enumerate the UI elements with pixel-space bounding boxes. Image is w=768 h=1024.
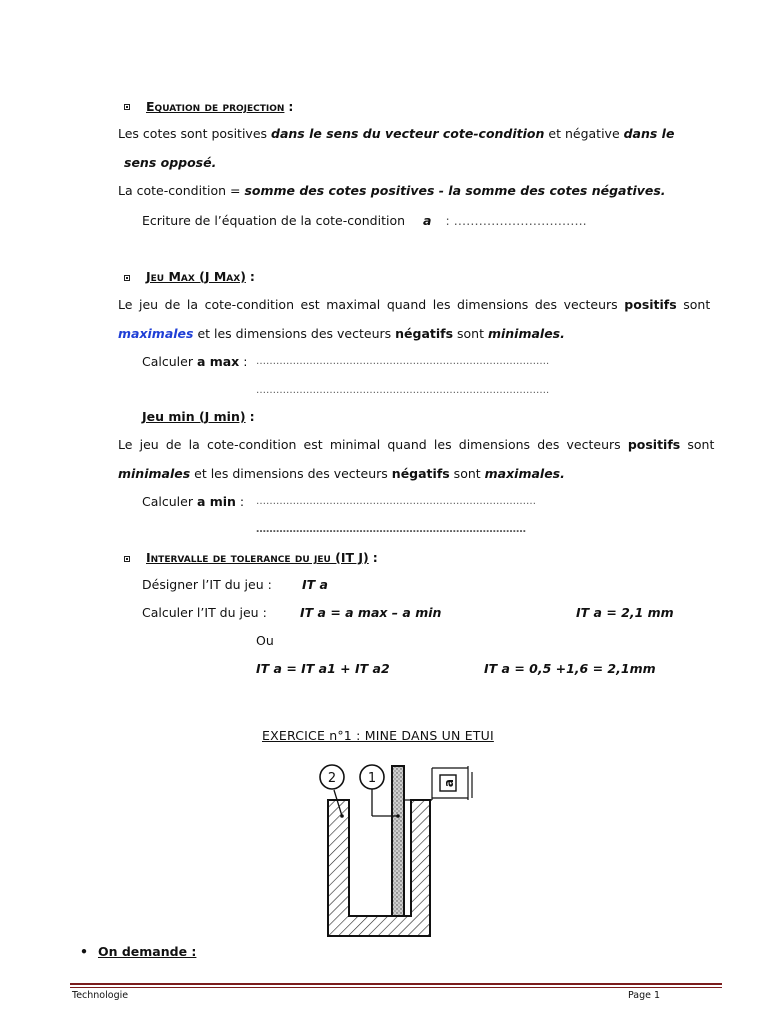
section-heading-jeu-max bbox=[146, 269, 255, 285]
text: et négative bbox=[544, 126, 624, 141]
alt-result: IT a = 0,5 +1,6 = 2,1mm bbox=[484, 661, 656, 676]
or-label: Ou bbox=[256, 633, 274, 648]
paragraph-line bbox=[118, 297, 710, 313]
heading-text: Intervalle de tolerance du jeu (IT J) bbox=[146, 550, 369, 565]
text: Le jeu de la cote-condition est minimal quand les dimensions des vecteurs bbox=[118, 437, 628, 452]
section-heading-tolerance bbox=[146, 550, 378, 566]
bullet-square-icon bbox=[124, 556, 130, 562]
ask-line bbox=[80, 944, 196, 960]
text-bold: positifs bbox=[624, 297, 677, 312]
text: sont bbox=[449, 466, 485, 481]
text: Calculer bbox=[142, 494, 197, 509]
fill-in-dots[interactable]: ………………………………………………………………………… bbox=[256, 496, 536, 507]
text-bold: positifs bbox=[627, 437, 681, 452]
paragraph-line bbox=[118, 183, 666, 199]
text-emphasis-blue: maximales bbox=[118, 326, 194, 341]
heading-colon: : bbox=[249, 269, 255, 284]
pencil-lead-in-case-diagram bbox=[300, 756, 500, 946]
bullet-square-icon bbox=[124, 275, 130, 281]
heading-colon: : bbox=[288, 99, 294, 114]
text: La cote-condition = bbox=[118, 183, 245, 198]
paragraph-line bbox=[118, 466, 565, 482]
calc-line bbox=[142, 494, 244, 510]
bullet-dot-icon: • bbox=[80, 944, 88, 959]
text: sont bbox=[453, 326, 488, 341]
text: et les dimensions des vecteurs bbox=[193, 326, 396, 341]
heading-colon: : bbox=[372, 550, 378, 565]
text: Les cotes sont positives bbox=[118, 126, 271, 141]
bullet-square-icon bbox=[124, 104, 130, 110]
variable-a: a bbox=[423, 213, 432, 228]
case-body bbox=[328, 800, 430, 936]
ask-text: On demande : bbox=[97, 944, 197, 959]
balloon-2-label: 2 bbox=[327, 771, 337, 786]
exercise-title: EXERCICE n°1 : MINE DANS UN ETUI bbox=[262, 728, 494, 743]
paragraph-line bbox=[118, 326, 565, 342]
fill-in-dots[interactable]: ……………………………………………………………………………. bbox=[256, 356, 550, 367]
paragraph-line bbox=[118, 437, 714, 453]
heading-text: Jeu Max (J Max) bbox=[146, 269, 246, 284]
text-emphasis: somme des cotes positives - la somme des cotes négatives. bbox=[244, 183, 666, 198]
text: Calculer bbox=[142, 354, 197, 369]
alt-formula: IT a = IT a1 + IT a2 bbox=[256, 661, 390, 676]
text-emphasis: minimales bbox=[118, 466, 191, 481]
text-emphasis: dans le bbox=[623, 126, 675, 141]
text-bold: a min bbox=[196, 494, 236, 509]
calc-formula: IT a = a max – a min bbox=[300, 605, 442, 620]
text: : bbox=[239, 354, 248, 369]
footer-left: Technologie bbox=[72, 990, 129, 1001]
fill-in-dots[interactable]: ……………………………………………………………………………. bbox=[256, 385, 550, 396]
text-bold: a max bbox=[196, 354, 240, 369]
paragraph-line bbox=[124, 155, 216, 171]
heading-text: Jeu min (J min) bbox=[142, 409, 246, 424]
fill-in-dots[interactable]: : ………………………….. bbox=[445, 213, 587, 228]
text: sont bbox=[680, 437, 715, 452]
fill-in-dots[interactable]: ……………………………………………………………………… bbox=[256, 524, 526, 535]
footer-rule-thin bbox=[70, 987, 722, 988]
calc-line bbox=[142, 354, 247, 370]
footer-rule bbox=[70, 983, 722, 985]
text-bold: négatifs bbox=[391, 466, 450, 481]
heading-text: Equation de projection bbox=[146, 99, 285, 114]
text-bold: négatifs bbox=[395, 326, 454, 341]
text-emphasis: minimales. bbox=[487, 326, 565, 341]
text: Le jeu de la cote-condition est maximal quand les dimensions des vecteurs bbox=[118, 297, 625, 312]
heading-colon: : bbox=[249, 409, 255, 424]
text: Ecriture de l’équation de la cote-condition bbox=[142, 213, 406, 228]
section-heading-equation bbox=[146, 99, 293, 115]
text-emphasis: dans le sens du vecteur cote-condition bbox=[271, 126, 545, 141]
equation-writing-line bbox=[142, 213, 587, 229]
paragraph-line bbox=[118, 126, 674, 142]
section-heading-jeu-min bbox=[142, 409, 255, 425]
text-emphasis: sens opposé. bbox=[124, 155, 217, 170]
designate-label: Désigner l’IT du jeu : bbox=[142, 577, 272, 592]
text: : bbox=[235, 494, 245, 509]
lead-part bbox=[392, 766, 404, 916]
text: sont bbox=[676, 297, 711, 312]
text-emphasis: maximales. bbox=[484, 466, 565, 481]
footer-page-number: Page 1 bbox=[628, 990, 661, 1001]
dimension-label: a bbox=[442, 778, 456, 788]
balloon-1-label: 1 bbox=[367, 771, 377, 786]
text: et les dimensions des vecteurs bbox=[190, 466, 392, 481]
calc-result: IT a = 2,1 mm bbox=[576, 605, 674, 620]
designate-value: IT a bbox=[302, 577, 328, 592]
calc-label: Calculer l’IT du jeu : bbox=[142, 605, 267, 620]
